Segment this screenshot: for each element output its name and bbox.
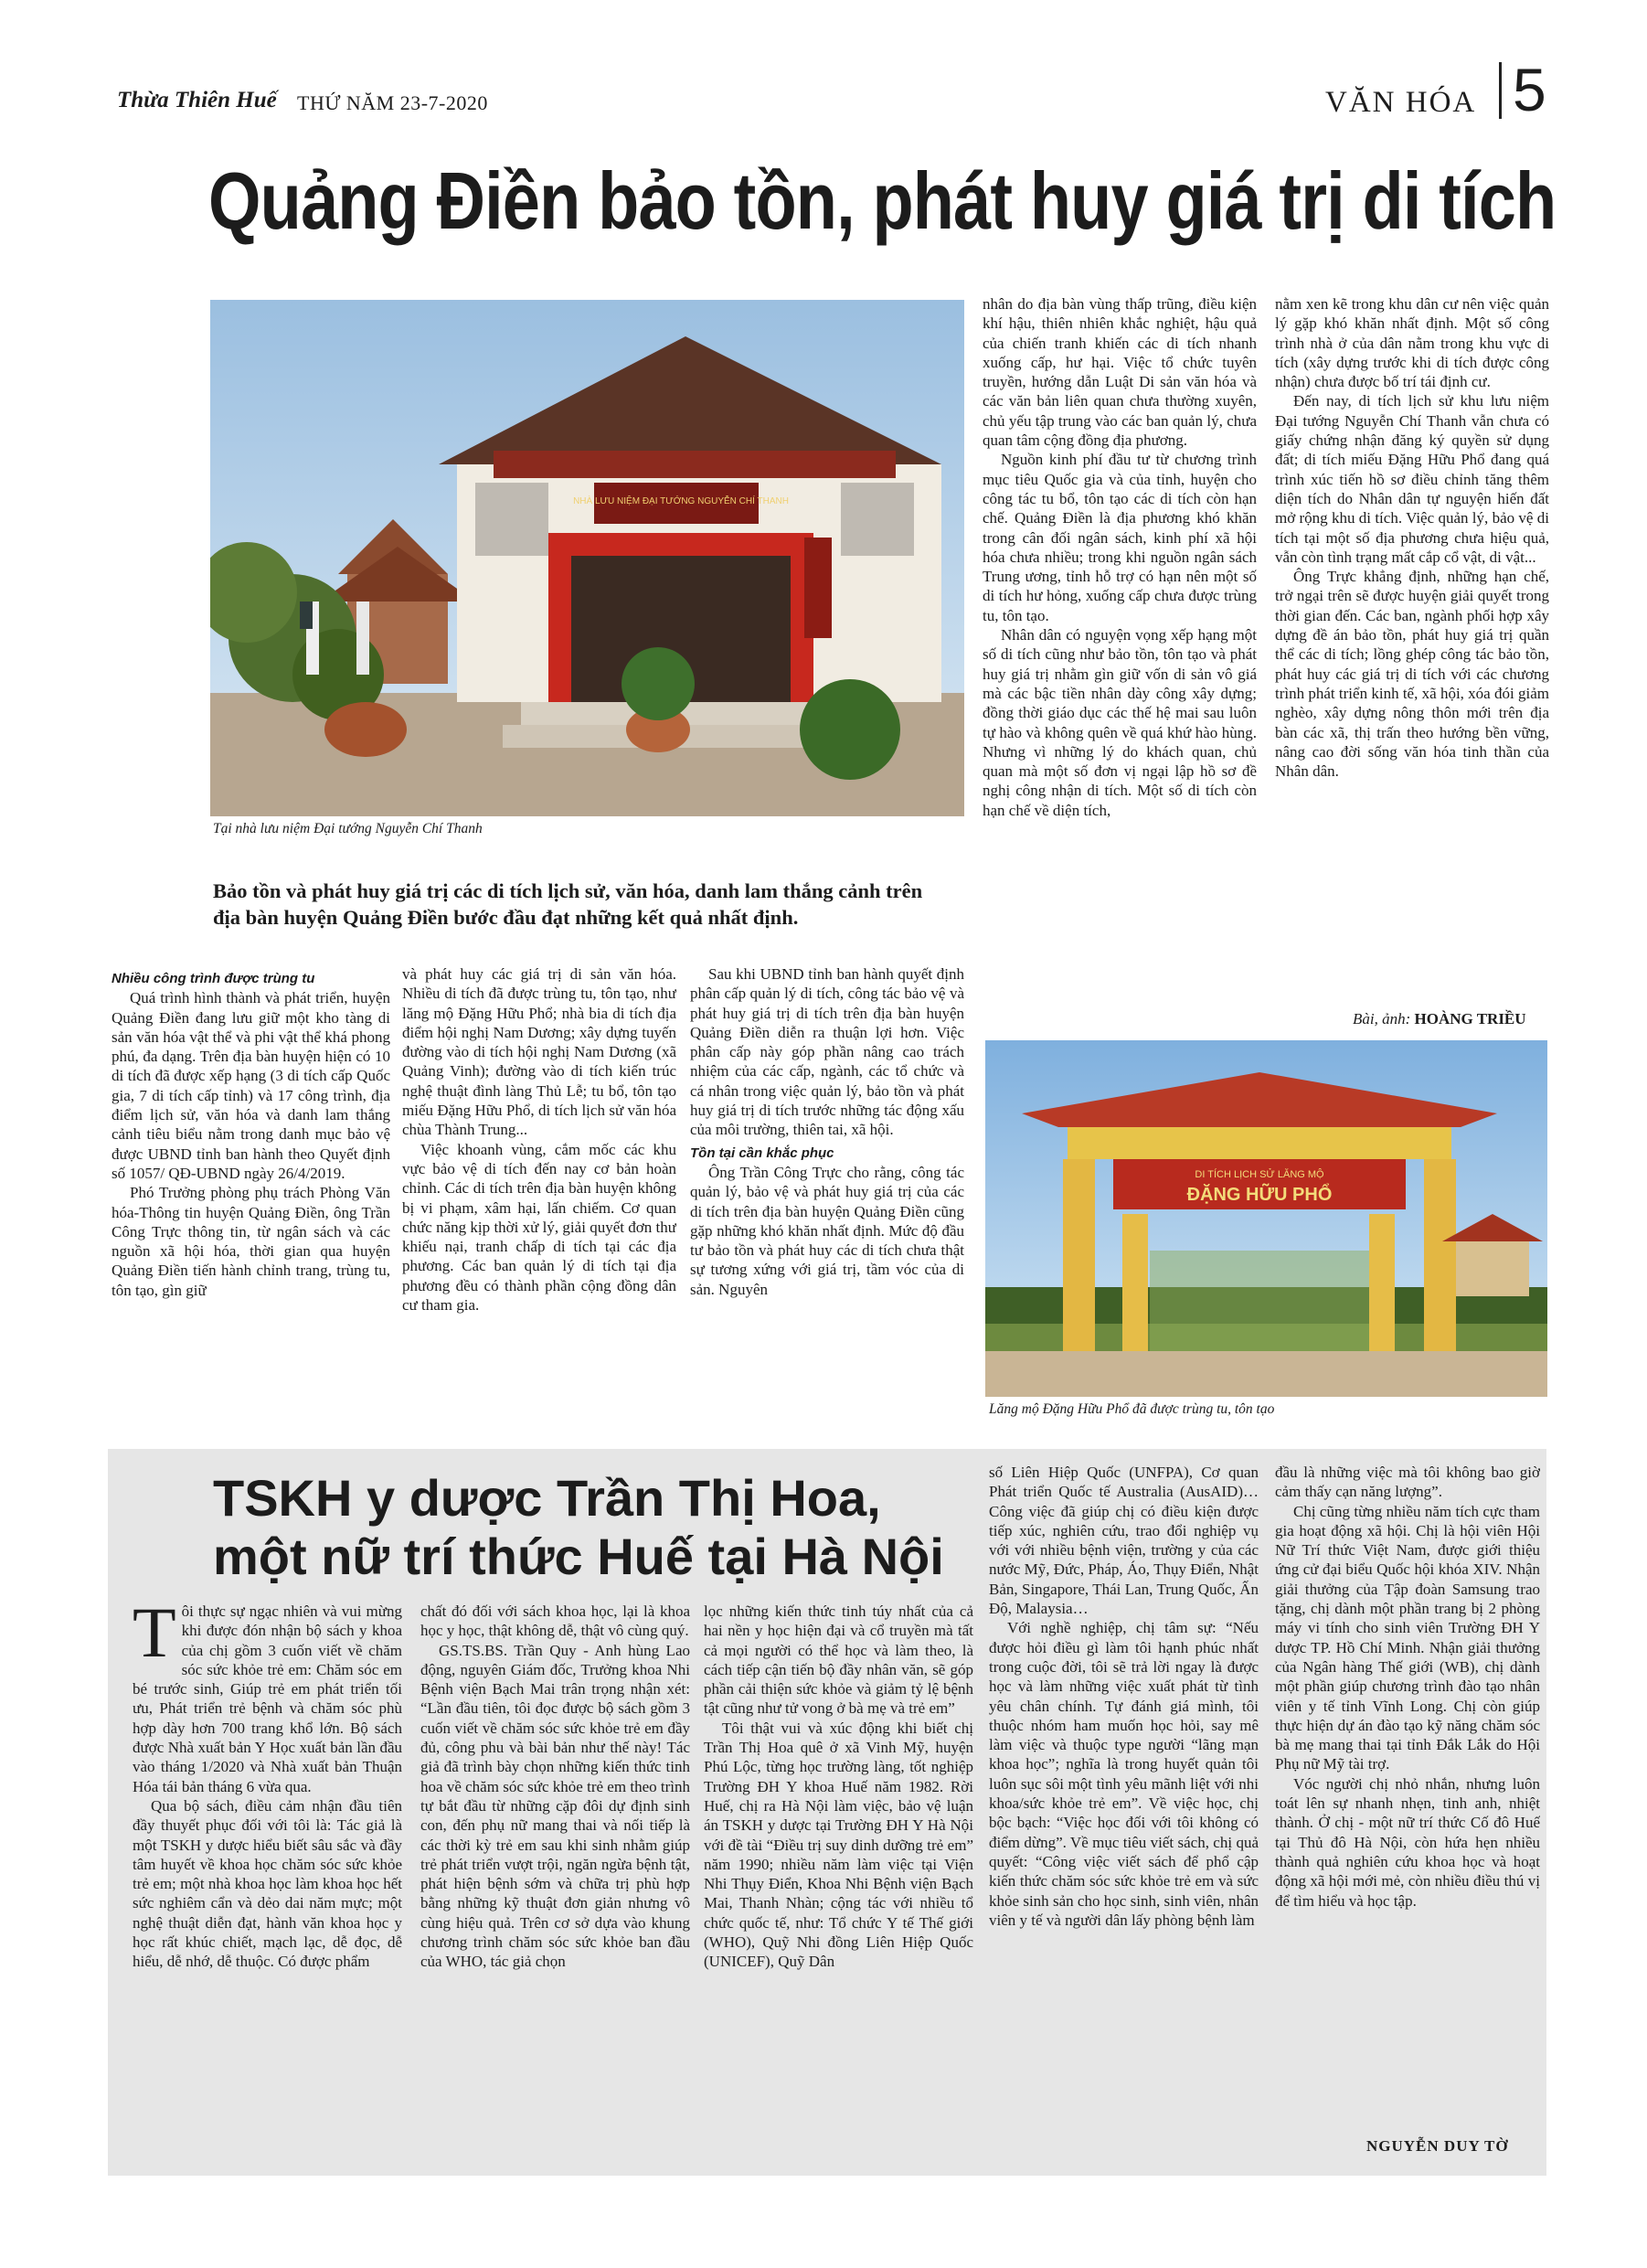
paragraph: Vóc người chị nhỏ nhắn, nhưng luôn toát lên sự nhanh nhẹn, tinh anh, nhiệt thành. Ở chị - một nữ trí thức Cố đô Huế tại Thủ đô Hà Nội, còn hứa hẹn nhiều thành quả nghiên cứu khoa học và hoạt động xã hội mới mẻ, còn nhiều điều thú vị để tìm hiểu và học tập. — [1275, 1774, 1540, 1910]
paragraph: Nguồn kinh phí đầu tư từ chương trình mục tiêu Quốc gia và của tỉnh, huyện cho công tác tu bổ, tôn tạo các di tích còn hạn chế. Quảng Điền là địa phương khó khăn trong cân đối ngân sách, kinh phí xã hội hóa chưa nhiều; trong khi nguồn ngân sách Trung ương, tỉnh hỗ trợ có hạn nên một số di tích hư hỏng, xuống cấp chưa được trùng tu, tôn tạo. — [983, 451, 1257, 624]
memorial-house-photo — [210, 300, 964, 816]
paragraph: số Liên Hiệp Quốc (UNFPA), Cơ quan Phát triển Quốc tế Australia (AusAID)… Công việc đã giúp chị có điều kiện được tiếp xúc, nghiên cứu, trao đổi nghiệp vụ với với nhiều bệnh viện, trường y của các nước Mỹ, Đức, Pháp, Áo, Thụy Điển, Nhật Bản, Singapore, Thái Lan, Trung Quốc, Ấn Độ, Malaysia… — [989, 1464, 1259, 1618]
article-lead: Bảo tồn và phát huy giá trị các di tích lịch sử, văn hóa, danh lam thắng cảnh trên địa bàn huyện Quảng Điền bước đầu đạt những kết quả nhất định. — [213, 879, 923, 929]
paragraph: Qua bộ sách, điều cảm nhận đầu tiên đầy thuyết phục đối với tôi là: Tác giả là một TSKH y dược hiểu biết sâu sắc và đầy tâm huyết về khoa học chăm sóc sức khỏe trẻ em; một nhà khoa học làm khoa học hết sức nghiêm cẩn và dẻo dai năm mực; một nghệ thuật diễn đạt, hành văn khoa học y học rất khúc chiết, mạch lạc, dễ đọc, dễ hiểu, dễ nhớ, dễ thuộc. Có được phẩm — [133, 1796, 402, 1971]
paragraph: đầu là những việc mà tôi không bao giờ cảm thấy cạn năng lượng”. — [1275, 1464, 1540, 1501]
photo-caption: Lăng mộ Đặng Hữu Phổ đã được trùng tu, tôn tạo — [989, 1401, 1275, 1417]
paragraph: Chị cũng từng nhiều năm tích cực tham gia hoạt động xã hội. Chị là hội viên Hội Nữ Trí thức Việt Nam, được giới thiệu ứng cử đại biểu Quốc hội khóa XIV. Nhận giải thưởng của Tập đoàn Samsung trao tặng, chị dành một phần trang bị 2 phòng máy vi tính cho sinh viên Trường ĐH Y dược TP. Hồ Chí Minh. Nhận giải thưởng của Ngân hàng Thế giới (WB), chị dành một phần giúp chương trình đào tạo nhân viên y tế tỉnh Vĩnh Long. Chị còn giúp thực hiện dự án đào tạo kỹ năng chăm sóc bà mẹ mang thai tại tỉnh Đắk Lắk do Hội Phụ nữ Mỹ tài trợ. — [1275, 1502, 1540, 1773]
paragraph: Sau khi UBND tỉnh ban hành quyết định phân cấp quản lý di tích, công tác bảo vệ và phát huy giá trị di tích trên địa bàn huyện Quảng Điền diễn ra thuận lợi hơn. Việc phân cấp này góp phần nâng cao trách nhiệm của các cấp, ngành, các tổ chức và cá nhân trong việc quản lý, bảo tồn và phát huy giá trị di tích trước những tác động xấu của môi trường, thiên tai, xã hội. — [690, 965, 964, 1139]
paragraph: Quá trình hình thành và phát triển, huyện Quảng Điền đang lưu giữ một kho tàng di sản văn hóa vật thể và phi vật thể khá phong phú, đa dạng. Trên địa bàn huyện hiện có 10 di tích đã được xếp hạng (3 di tích cấp Quốc gia, 7 di tích cấp tỉnh) và 17 công trình, địa điểm lịch sử, văn hóa và danh lam thắng cảnh tiêu biểu nằm trong danh mục bảo vệ được UBND tỉnh ban hành theo Quyết định số 1057/ QĐ-UBND ngày 26/4/2019. — [112, 989, 390, 1182]
drop-cap: T — [133, 1602, 176, 1672]
subheading: Tồn tại cần khắc phục — [690, 1145, 834, 1161]
paragraph: Phó Trưởng phòng phụ trách Phòng Văn hóa-Thông tin huyện Quảng Điền, ông Trần Công Trực thông tin, từ ngân sách và các nguồn xã hội hóa, thời gian qua huyện Quảng Điền tiến hành chỉnh trang, trùng tu, tôn tạo, gìn giữ — [112, 1184, 390, 1299]
feature-column-2 — [420, 1602, 690, 2164]
paragraph: GS.TS.BS. Trần Quy - Anh hùng Lao động, nguyên Giám đốc, Trưởng khoa Nhi Bệnh viện Bạch Mai trân trọng nhận xét: “Lần đầu tiên, tôi đọc được bộ sách gồm 3 cuốn viết về chăm sóc sức khỏe trẻ em đầy đủ, công phu và bài bản như thế này! Tác giả đã trình bày chọn những kiến thức tinh hoa về chăm sóc sức khỏe trẻ em theo trình tự bắt đầu từ những cặp đôi dự định sinh con, đến phụ nữ mang thai và nối tiếp là các thời kỳ trẻ em sau khi sinh nhằm giúp trẻ phát triển vượt trội, ngăn ngừa bệnh tật, phát hiện bệnh sớm và chữa trị phù hợp bằng những kỹ thuật đơn giản nhưng vô cùng hiệu quả. Trên cơ sở dựa vào khung chương trình chăm sóc sức khỏe ban đầu của WHO, tác giả chọn — [420, 1641, 690, 1971]
feature-column-3 — [704, 1602, 973, 2164]
byline-prefix: Bài, ảnh: — [1353, 1010, 1411, 1028]
newspaper-name: Thừa Thiên Huế — [117, 88, 277, 112]
feature-column-5 — [1275, 1463, 1540, 2135]
tomb-sign-main: ĐẶNG HỮU PHỔ — [1186, 1185, 1333, 1205]
article-column-5 — [1275, 294, 1549, 1003]
subheading: Nhiều công trình được trùng tu — [112, 971, 315, 986]
feature-column-4 — [989, 1463, 1259, 2167]
feature-column-1 — [133, 1602, 402, 2164]
paragraph: Ông Trần Công Trực cho rằng, công tác quản lý, bảo vệ và phát huy giá trị của các di tích trên địa bàn huyện Quảng Điền cũng gặp những khó khăn nhất định. Mức độ đầu tư bảo tồn và phát huy các di tích chưa thật sự tương xứng với giá trị, tầm vóc của di sản. Nguyên — [690, 1163, 964, 1298]
headline-line-2: một nữ trí thức Huế tại Hà Nội — [213, 1528, 944, 1585]
paragraph: và phát huy các giá trị di sản văn hóa. Nhiều di tích đã được trùng tu, tôn tạo, như lăng mộ Đặng Hữu Phổ; nhà bia di tích địa điểm hội nghị Nam Dương; xây dựng tuyến đường vào di tích hội nghị Nam Dương (xã Quảng Vinh); đường vào di tích kiến trúc nghệ thuật đình làng Thủ Lễ; tu bổ, tôn tạo miếu Đặng Hữu Phổ, di tích lịch sử văn hóa chùa Thành Trung... — [402, 965, 676, 1139]
headline-line-1: TSKH y dược Trần Thị Hoa, — [213, 1469, 881, 1527]
paragraph: Với nghề nghiệp, chị tâm sự: “Nếu được hỏi điều gì làm tôi hạnh phúc nhất trong cuộc đời, tôi sẽ trả lời ngay là được học và làm những việc xuất phát từ tình yêu chân chính. Tự đánh giá mình, tôi thuộc nhóm ham muốn học hỏi, say mê làm việc và thuộc type người “lãng mạn khoa học”; nghĩa là trong huyết quản tôi luôn sục sôi một tình yêu mãnh liệt với nhi khoa/sức khỏe trẻ em”. Về việc học, chị bộc bạch: “Việc học đối với tôi không có điểm dừng”. Về mục tiêu viết sách, chị quả quyết: “Công việc viết sách để phổ cập kiến thức chăm sóc sức khỏe trẻ em và sức khỏe sinh sản cho học sinh, sinh viên, nhân viên y tế và người dân lấy phòng bệnh làm — [989, 1619, 1259, 1929]
paragraph: lọc những kiến thức tinh túy nhất của cả hai nền y học hiện đại và cổ truyền mà tất cả mọi người có thể học và làm theo, là cách tiếp cận tiến bộ đầy nhân văn, sẽ góp phần cải thiện sức khỏe và giảm tỷ lệ bệnh tật cũng như tử vong ở bà mẹ và trẻ em” — [704, 1603, 973, 1718]
article-column-2 — [402, 964, 676, 1435]
feature-headline — [213, 1469, 981, 1586]
memorial-sign-text: NHÀ LƯU NIỆM ĐẠI TƯỚNG NGUYỄN CHÍ THANH — [573, 496, 789, 506]
paragraph: Nhân dân có nguyện vọng xếp hạng một số di tích cũng như bảo tồn, tôn tạo và phát huy giá trị nhằm gìn giữ vốn di sản vô giá mà các bậc tiền nhân dày công xây dựng; đồng thời giáo dục các thế hệ mai sau luôn tự hào và không quên về quá khứ hào hùng. Nhưng vì những lý do khách quan, chủ quan mà một số đơn vị ngại lập hồ sơ đề nghị công nhận di tích. Một số di tích còn hạn chế về diện tích, — [983, 626, 1257, 819]
tomb-sign-top: DI TÍCH LỊCH SỬ LĂNG MỘ — [1195, 1169, 1324, 1180]
paragraph: Đến nay, di tích lịch sử khu lưu niệm Đại tướng Nguyễn Chí Thanh vẫn chưa có giấy chứng nhận đăng ký quyền sử dụng đất; di tích miếu Đặng Hữu Phổ đang quá trình xúc tiến hồ sơ điều chỉnh tăng thêm diện tích do Nhân dân tự nguyện hiến đất mở rộng khu di tích. Việc quản lý, bảo vệ di tích tại một số địa phương chưa hiệu quả, vẫn còn tình trạng mất cắp cổ vật, di vật... — [1275, 392, 1549, 566]
article-column-4 — [983, 294, 1257, 1021]
section-name: VĂN HÓA — [1325, 86, 1477, 119]
paragraph: nhân do địa bàn vùng thấp trũng, điều kiện khí hậu, thiên nhiên khắc nghiệt, hậu quả của chiến tranh khiến các di tích nhanh xuống cấp, hư hại. Việc tổ chức tuyên truyền, hướng dẫn Luật Di sản văn hóa và các văn bản liên quan chưa thường xuyên, chủ yếu tập trung vào các ban quản lý, chưa quan tâm cộng đồng địa phương. — [983, 295, 1257, 450]
paragraph: Việc khoanh vùng, cắm mốc các khu vực bảo vệ di tích đến nay cơ bản hoàn chỉnh. Các di tích trên địa bàn huyện không bị vi phạm, xâm hại, lấn chiếm. Cơ quan chức năng kịp thời xử lý, giải quyết đơn thư khiếu nại, tranh chấp di tích tại các địa phương. Các ban quản lý di tích tại địa phương đều có thành phần cộng đồng dân cư tham gia. — [402, 1140, 676, 1315]
article-byline — [1353, 1010, 1526, 1028]
page-number: 5 — [1513, 56, 1546, 123]
paragraph: ôi thực sự ngạc nhiên và vui mừng khi được đón nhận bộ sách y khoa của chị gồm 3 cuốn viết về chăm sóc sức khỏe trẻ em: Chăm sóc em bé trước sinh, Giúp trẻ em phát triển tối ưu, Phát triển trẻ bệnh và chăm sóc phù hợp dày hơn 700 trang khổ lớn. Bộ sách được Nhà xuất bản Y Học xuất bản lần đầu vào tháng 1/2020 và Nhà xuất bản Thuận Hóa tái bản tháng 6 vừa qua. — [133, 1603, 402, 1795]
photo-caption: Tại nhà lưu niệm Đại tướng Nguyễn Chí Thanh — [213, 821, 483, 836]
byline-author: HOÀNG TRIỀU — [1414, 1010, 1526, 1028]
article-column-3 — [690, 964, 964, 1435]
article-headline: Quảng Điền bảo tồn, phát huy giá trị di tích — [208, 155, 1557, 246]
feature-author: NGUYỄN DUY TỜ — [1366, 2137, 1509, 2155]
paragraph: Ông Trực khẳng định, những hạn chế, trở ngại trên sẽ được huyện giải quyết trong thời gian đến. Các ban, ngành phối hợp xây dựng đề án bảo tồn, phát huy giá trị quần thể các di tích; lồng ghép công tác bảo tồn, phát huy các giá trị di tích với các chương trình phát triển kinh tế, xã hội, xóa đói giảm nghèo, xây dựng nông thôn mới trên địa bàn các xã, thị trấn theo hướng bền vững, nâng cao đời sống văn hóa tinh thần của Nhân dân. — [1275, 568, 1549, 781]
paragraph: chất đó đối với sách khoa học, lại là khoa học y học, thật không dễ, thật vô cùng quý. — [420, 1603, 690, 1640]
paragraph: nằm xen kẽ trong khu dân cư nên việc quản lý gặp khó khăn nhất định. Một số công trình nhà ở của dân nằm trong khu vực di tích (xây dựng trước khi di tích được công nhận) chưa được bố trí tái định cư. — [1275, 295, 1549, 391]
tomb-gate-photo — [985, 1040, 1547, 1397]
article-column-1 — [112, 969, 390, 1435]
section-divider — [1499, 62, 1502, 119]
paragraph: Tôi thật vui và xúc động khi biết chị Trần Thị Hoa quê ở xã Vinh Mỹ, huyện Phú Lộc, từng học trường làng, tốt nghiệp Trường ĐH Y khoa Huế năm 1982. Rời Huế, chị ra Hà Nội làm việc, bảo vệ luận án TSKH y dược tại Trường ĐH Y Hà Nội với đề tài “Điều trị suy dinh dưỡng trẻ em” năm 1990; nhiều năm làm việc tại Viện Nhi Thụy Điển, Khoa Nhi Bệnh viện Bạch Mai, Thanh Nhàn; cộng tác với nhiều tổ chức quốc tế, như: Tổ chức Y tế Thế giới (WHO), Quỹ Nhi đồng Liên Hiệp Quốc (UNICEF), Quỹ Dân — [704, 1719, 973, 1971]
issue-date: THỨ NĂM 23-7-2020 — [297, 91, 488, 114]
